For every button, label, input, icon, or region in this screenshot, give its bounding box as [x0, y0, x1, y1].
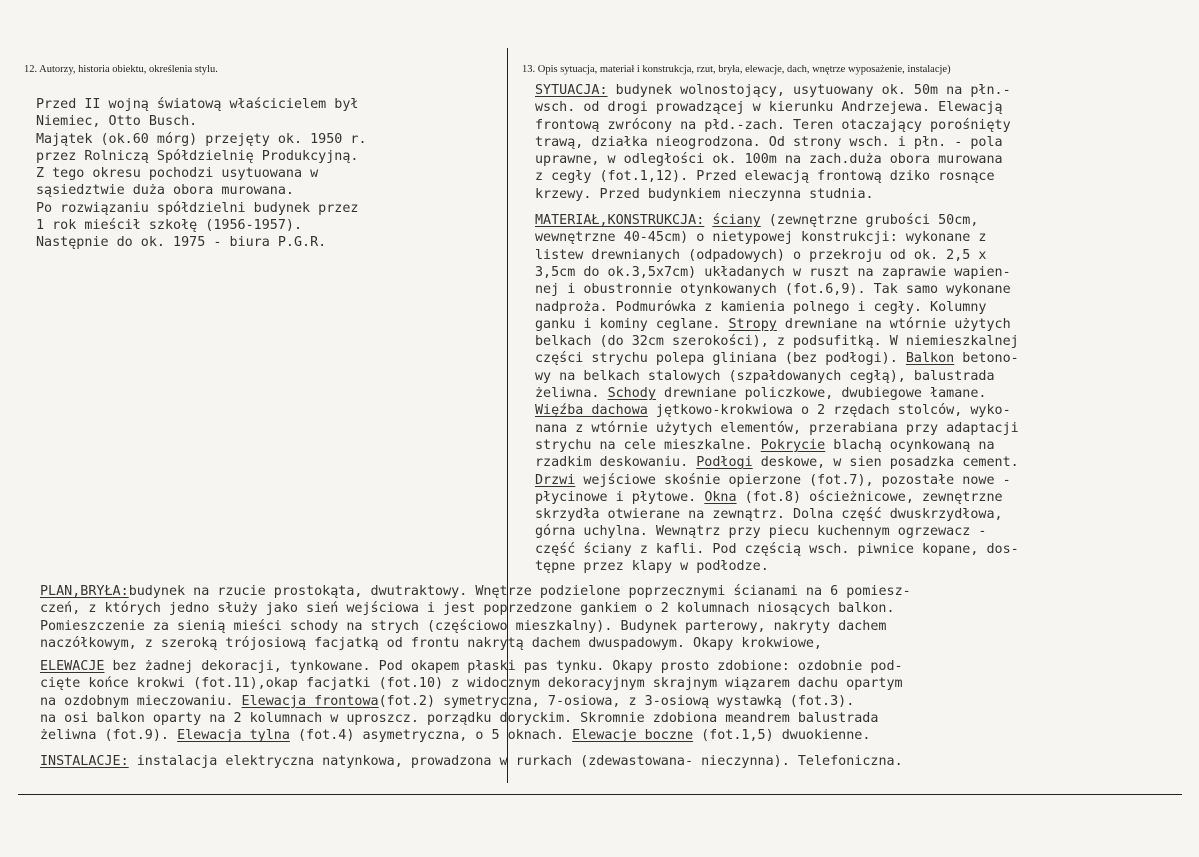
history-line: przez Rolniczą Spółdzielnię Produkcyjną. — [36, 148, 359, 164]
installations-section — [40, 753, 911, 770]
material-line: Więźba dachowa jętkowo-krokwiowa o 2 rzędach stolców, wyko- — [535, 403, 1011, 419]
situation-line: z cegły (fot.1,12). Przed elewacją frontową dziko rosnące — [535, 169, 995, 185]
material-line: nej i obustronnie otynkowanych (fot.6,9). Tak samo wykonane — [535, 282, 1011, 298]
section-12-header: 12. Autorzy, historia obiektu, określenia stylu. — [24, 64, 218, 75]
material-label: MATERIAŁ,KONSTRUKCJA: — [535, 213, 705, 229]
history-line: Po rozwiązaniu spółdzielni budynek przez — [36, 200, 359, 216]
situation-line: uprawne, w odległości ok. 100m na zach.duża obora murowana — [535, 152, 1003, 168]
material-line: 3,5cm do ok.3,5x7cm) układanych w ruszt na zaprawie wapien- — [535, 264, 1011, 280]
situation-line: frontową zwrócony na płd.-zach. Teren otaczający porośnięty — [535, 117, 1011, 133]
history-line: Następnie do ok. 1975 - biura P.G.R. — [36, 235, 327, 251]
material-line: część ściany z kafli. Pod częścią wsch. piwnice kopane, dos- — [535, 541, 1019, 557]
installations-line: INSTALACJE: instalacja elektryczna natynkowa, prowadzona w rurkach (zdewastowana- nieczynna). Telefoniczna. — [40, 753, 903, 769]
elevations-line: cięte końce krokwi (fot.11),okap facjatki (fot.10) z widocznym dekoracyjnym skrajnym wiązarem dachu opartym — [40, 676, 903, 692]
material-line: rzadkim deskowaniu. Podłogi deskowe, w sien posadzka cement. — [535, 455, 1019, 471]
material-line: wy na belkach stalowych (szpałdowanych cegłą), balustrada — [535, 368, 995, 384]
history-line: 1 rok mieścił szkołę (1956-1957). — [36, 218, 303, 234]
situation-line: SYTUACJA: budynek wolnostojący, usytuowany ok. 50m na płn.- — [535, 83, 1011, 98]
material-line: ganku i kominy ceglane. Stropy drewniane na wtórnie użytych — [535, 316, 1011, 332]
material-line: nana z wtórnie użytych elementów, przerabiana przy adaptacji — [535, 420, 1019, 436]
description-text — [535, 82, 1019, 575]
situation-line: wsch. od drogi prowadzącej w kierunku Andrzejewa. Elewacją — [535, 100, 1003, 116]
elevations-section — [40, 658, 911, 744]
material-section — [535, 212, 1019, 575]
material-line: strychu na cele mieszkalne. Pokrycie blachą ocynkowaną na — [535, 437, 995, 453]
elevations-line: żeliwna (fot.9). Elewacja tylna (fot.4) asymetryczna, o 5 oknach. Elewacje boczne (fot.1,5) dwuokienne. — [40, 728, 871, 744]
history-line: Z tego okresu pochodzi usytuowana w — [36, 166, 319, 182]
plan-line: Pomieszczenie za sienią mieści schody na strych (częściowo mieszkalny). Budynek parterowy, nakryty dachem — [40, 618, 887, 634]
material-line: Drzwi wejściowe skośnie opierzone (fot.7), pozostałe nowe - — [535, 472, 1011, 488]
history-line: Niemiec, Otto Busch. — [36, 114, 198, 130]
material-line: belkach (do 32cm szerokości), z podsufitką. W niemieszkalnej — [535, 334, 1019, 350]
material-line: MATERIAŁ,KONSTRUKCJA: ściany (zewnętrzne grubości 50cm, — [535, 213, 979, 229]
situation-label: SYTUACJA: — [535, 83, 608, 98]
history-line: sąsiedztwie duża obora murowana. — [36, 183, 294, 199]
material-line: nadproża. Podmurówka z kamienia polnego i cegły. Kolumny — [535, 299, 987, 315]
situation-line: krzewy. Przed budynkiem nieczynna studnia. — [535, 186, 874, 202]
material-line: części strychu polepa gliniana (bez podłogi). Balkon betono- — [535, 351, 1019, 367]
section-13-header: 13. Opis sytuacja, materiał i konstrukcja, rzut, bryła, elewacje, dach, wnętrze wyposażenie, instalacje) — [522, 64, 951, 75]
plan-label: PLAN,BRYŁA: — [40, 584, 129, 599]
plan-line: PLAN,BRYŁA:budynek na rzucie prostokąta, dwutraktowy. Wnętrze podzielone poprzecznymi ścianami na 6 pomiesz- — [40, 584, 911, 599]
elevations-line: na ozdobnym mieczowaniu. Elewacja frontowa(fot.2) symetryczna, 7-osiowa, z 3-osiową wystawką (fot.3). — [40, 693, 855, 709]
installations-label: INSTALACJE: — [40, 753, 129, 769]
material-line: tępne przez klapy w podłodze. — [535, 559, 769, 575]
material-line: górna uchylna. Wewnątrz przy piecu kuchennym ogrzewacz - — [535, 524, 987, 540]
elevations-line: na osi balkon oparty na 2 kolumnach w uproszcz. porządku doryckim. Skromnie zdobiona meandrem balustrada — [40, 711, 879, 727]
material-line: skrzydła otwierane na zewnątrz. Dolna część dwuskrzydłowa, — [535, 507, 1003, 523]
material-line: płycinowe i płytowe. Okna (fot.8) ościeżnicowe, zewnętrzne — [535, 489, 1003, 505]
history-line: Majątek (ok.60 mórg) przejęty ok. 1950 r. — [36, 131, 367, 147]
material-line: żeliwna. Schody drewniane policzkowe, dwubiegowe łamane. — [535, 386, 987, 402]
plan-line: czeń, z których jedno służy jako sień wejściowa i jest poprzedzone gankiem o 2 kolumnach niosących balkon. — [40, 601, 895, 617]
history-line: Przed II wojną światową właścicielem był — [36, 97, 359, 112]
plan-line: naczółkowym, z szeroką trójosiową facjatką od frontu nakrytą dachem dwuspadowym. Okapy krokwiowe, — [40, 635, 822, 651]
material-line: listew drewnianych (odpadowych) o przekroju od ok. 2,5 x — [535, 247, 987, 263]
situation-line: trawą, działka nieogrodzona. Od strony wsch. i płn. - pola — [535, 134, 1003, 150]
material-line: wewnętrzne 40-45cm) o nietypowej konstrukcji: wykonane z — [535, 230, 987, 246]
bottom-rule — [18, 794, 1182, 795]
history-text — [36, 96, 367, 252]
elevations-line: ELEWACJE bez żadnej dekoracji, tynkowane. Pod okapem płaski pas tynku. Okapy prosto zdobione: ozdobnie pod- — [40, 659, 903, 675]
elevations-label: ELEWACJE — [40, 659, 105, 675]
plan-elevations-text — [40, 583, 911, 770]
